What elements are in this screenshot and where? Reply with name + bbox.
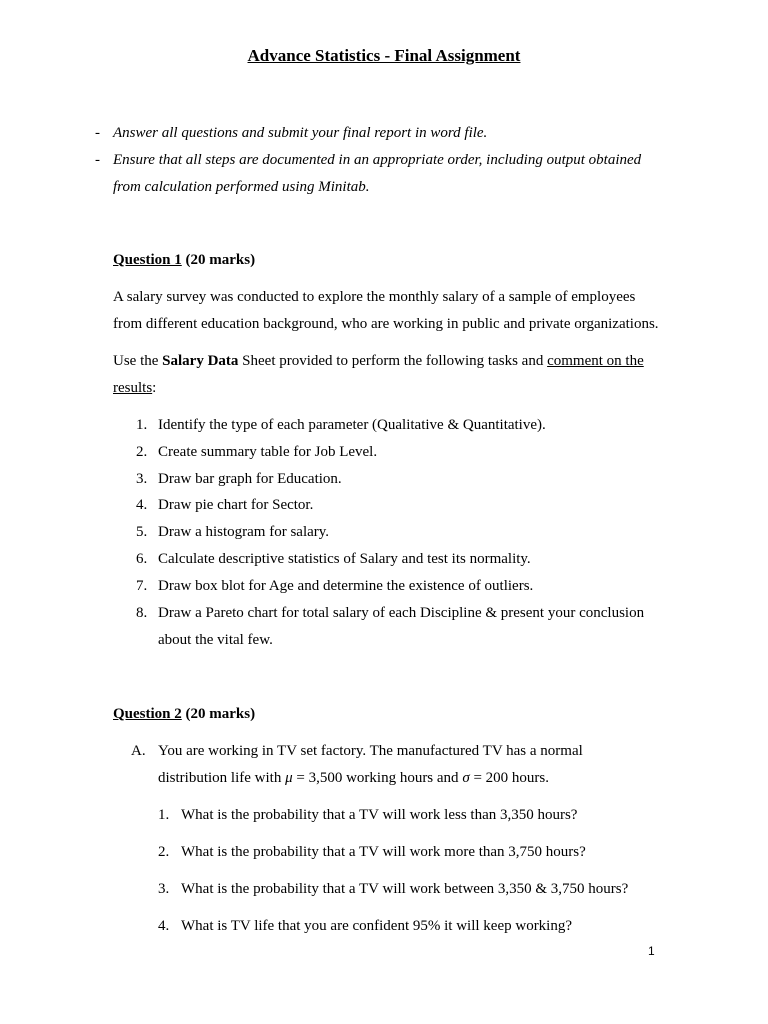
q1-instr-pre: Use the	[113, 353, 163, 369]
sublist-number: 1.	[158, 807, 170, 823]
list-item: Create summary table for Job Level.	[158, 444, 378, 460]
comment-results-underlined: comment on the	[547, 353, 644, 369]
q1-instructions-line1	[113, 353, 644, 370]
part-a-pre: distribution life with	[158, 770, 286, 786]
instruction-1: Answer all questions and submit your final report in word file.	[113, 125, 488, 141]
q1-instr-mid: Sheet provided to perform the following tasks and	[238, 353, 548, 369]
list-number: 2.	[136, 444, 148, 460]
q1-paragraph-line1: A salary survey was conducted to explore the monthly salary of a sample of employees	[113, 289, 636, 305]
part-a-mid: = 3,500 working hours and	[292, 770, 463, 786]
list-number: 1.	[136, 417, 148, 433]
question-1-label: Question 1	[113, 252, 182, 268]
instruction-bullet: -	[95, 152, 100, 168]
list-item: Draw pie chart for Sector.	[158, 497, 314, 513]
list-item: Calculate descriptive statistics of Salary and test its normality.	[158, 551, 531, 567]
part-a-line2	[158, 770, 549, 787]
question-1-marks: (20 marks)	[185, 252, 256, 268]
list-item-continuation: about the vital few.	[158, 632, 273, 648]
sublist-item: What is TV life that you are confident 95% it will keep working?	[181, 918, 573, 934]
sublist-item: What is the probability that a TV will work between 3,350 & 3,750 hours?	[181, 881, 629, 897]
list-number: 5.	[136, 524, 148, 540]
sublist-number: 3.	[158, 881, 170, 897]
page-number: 1	[648, 944, 655, 958]
list-number: 4.	[136, 497, 148, 513]
question-2-marks: (20 marks)	[185, 706, 256, 722]
sublist-item: What is the probability that a TV will work more than 3,750 hours?	[181, 844, 586, 860]
list-item: Draw bar graph for Education.	[158, 471, 342, 487]
list-number: 7.	[136, 578, 148, 594]
sublist-number: 4.	[158, 918, 170, 934]
part-a-post: = 200 hours.	[469, 770, 550, 786]
q1-instructions-line2	[113, 380, 156, 397]
part-letter: A.	[131, 743, 146, 759]
list-item: Draw box blot for Age and determine the existence of outliers.	[158, 578, 534, 594]
instruction-bullet: -	[95, 125, 100, 141]
q1-instr-post: :	[152, 380, 157, 396]
sublist-item: What is the probability that a TV will work less than 3,350 hours?	[181, 807, 578, 823]
list-number: 8.	[136, 605, 148, 621]
part-a-line1: You are working in TV set factory. The manufactured TV has a normal	[158, 743, 583, 759]
document-title: Advance Statistics - Final Assignment	[247, 46, 521, 65]
question-2-heading	[113, 706, 255, 723]
mu-symbol: μ	[285, 770, 293, 786]
sublist-number: 2.	[158, 844, 170, 860]
sigma-symbol: σ	[462, 770, 470, 786]
results-underlined: results	[113, 380, 153, 396]
q1-paragraph-line2: from different education background, who are working in public and private organizations.	[113, 316, 659, 332]
list-number: 3.	[136, 471, 148, 487]
instruction-2-line2: from calculation performed using Minitab.	[113, 179, 370, 195]
salary-data-label: Salary Data	[162, 353, 239, 369]
list-item: Draw a histogram for salary.	[158, 524, 330, 540]
list-number: 6.	[136, 551, 148, 567]
list-item: Identify the type of each parameter (Qualitative & Quantitative).	[158, 417, 546, 433]
list-item: Draw a Pareto chart for total salary of each Discipline & present your conclusion	[158, 605, 645, 621]
instruction-2-line1: Ensure that all steps are documented in an appropriate order, including output obtained	[113, 152, 642, 168]
question-1-heading	[113, 252, 255, 269]
question-2-label: Question 2	[113, 706, 182, 722]
